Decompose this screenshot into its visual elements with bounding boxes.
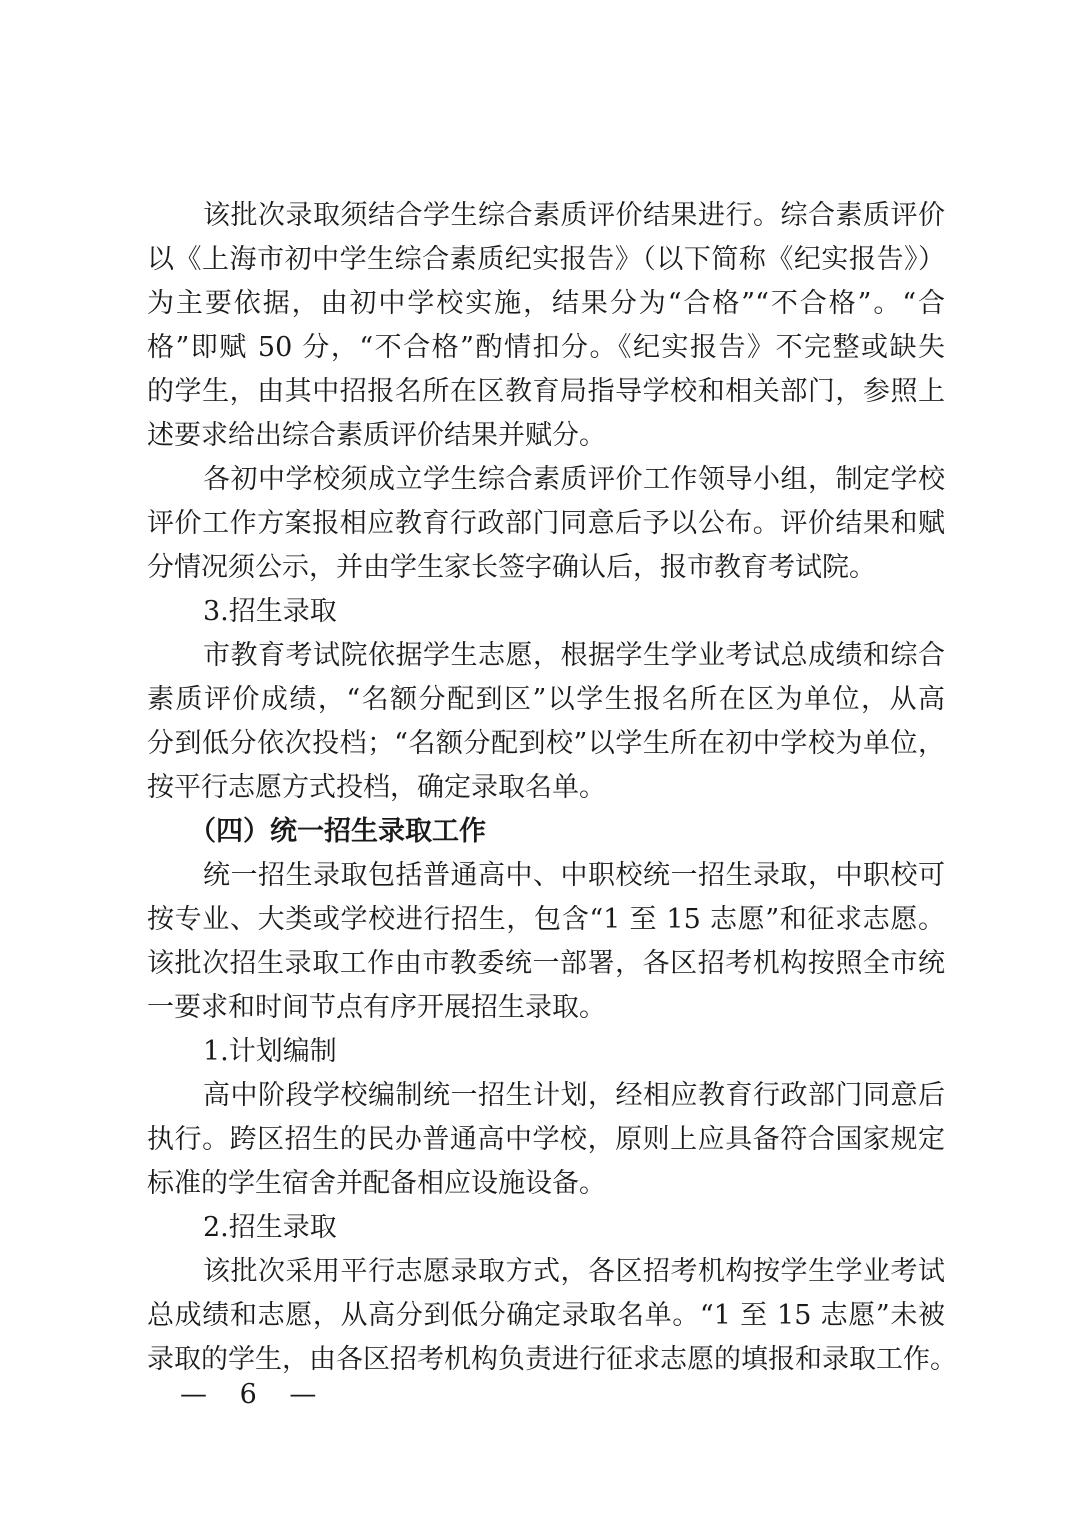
- document-page: [147, 194, 957, 1382]
- text-line: 按平行志愿方式投档，确定录取名单。: [147, 772, 606, 803]
- subheading-text: 1.计划编制: [203, 1036, 337, 1067]
- text-line: 总成绩和志愿，从高分到低分确定录取名单。“1 至 15 志愿”未被: [147, 1300, 945, 1331]
- text-line: 分到低分依次投档；“名额分配到校”以学生所在初中学校为单位，: [147, 728, 945, 759]
- section-heading-text: （四）统一招生录取工作: [189, 816, 486, 847]
- paragraph-admission-process: [147, 634, 945, 810]
- text-line: 分情况须公示，并由学生家长签字确认后，报市教育考试院。: [147, 552, 876, 583]
- text-line: 录取的学生，由各区招考机构负责进行征求志愿的填报和录取工作。: [147, 1344, 957, 1375]
- text-line: 市教育考试院依据学生志愿，根据学生学业考试总成绩和综合: [203, 640, 945, 671]
- text-line: 高中阶段学校编制统一招生计划，经相应教育行政部门同意后: [203, 1080, 945, 1111]
- subheading-admission-2: [147, 1206, 945, 1250]
- paragraph-evaluation-leadership: [147, 458, 945, 590]
- paragraph-plan-compilation: [147, 1074, 945, 1206]
- paragraph-comprehensive-evaluation: [147, 194, 945, 458]
- paragraph-unified-admission-scope: [147, 854, 945, 1030]
- paragraph-parallel-admission: [147, 1250, 957, 1382]
- text-line: 该批次采用平行志愿录取方式，各区招考机构按学生学业考试: [203, 1256, 945, 1287]
- text-line: 以《上海市初中学生综合素质纪实报告》（以下简称《纪实报告》）: [147, 244, 945, 275]
- text-line: 格”即赋 50 分，“不合格”酌情扣分。《纪实报告》不完整或缺失: [147, 332, 945, 363]
- subheading-admission-3: [147, 590, 945, 634]
- section-heading-unified-admission: [147, 810, 945, 854]
- subheading-text: 2.招生录取: [203, 1212, 337, 1243]
- text-line: 一要求和时间节点有序开展招生录取。: [147, 992, 606, 1023]
- text-line: 统一招生录取包括普通高中、中职校统一招生录取，中职校可: [203, 860, 945, 891]
- page-number: — 6 —: [180, 1379, 329, 1410]
- text-line: 标准的学生宿舍并配备相应设施设备。: [147, 1168, 606, 1199]
- text-line: 素质评价成绩，“名额分配到区”以学生报名所在区为单位，从高: [147, 684, 945, 715]
- text-line: 按专业、大类或学校进行招生，包含“1 至 15 志愿”和征求志愿。: [147, 904, 945, 935]
- text-line: 该批次招生录取工作由市教委统一部署，各区招考机构按照全市统: [147, 948, 945, 979]
- text-line: 为主要依据，由初中学校实施，结果分为“合格”“不合格”。“合: [147, 288, 945, 319]
- text-line: 各初中学校须成立学生综合素质评价工作领导小组，制定学校: [203, 464, 945, 495]
- text-line: 评价工作方案报相应教育行政部门同意后予以公布。评价结果和赋: [147, 508, 945, 539]
- subheading-plan-1: [147, 1030, 945, 1074]
- text-line: 述要求给出综合素质评价结果并赋分。: [147, 420, 606, 451]
- subheading-text: 3.招生录取: [203, 596, 337, 627]
- text-line: 的学生，由其中招报名所在区教育局指导学校和相关部门，参照上: [147, 376, 945, 407]
- text-line: 执行。跨区招生的民办普通高中学校，原则上应具备符合国家规定: [147, 1124, 945, 1155]
- text-line: 该批次录取须结合学生综合素质评价结果进行。综合素质评价: [203, 200, 945, 231]
